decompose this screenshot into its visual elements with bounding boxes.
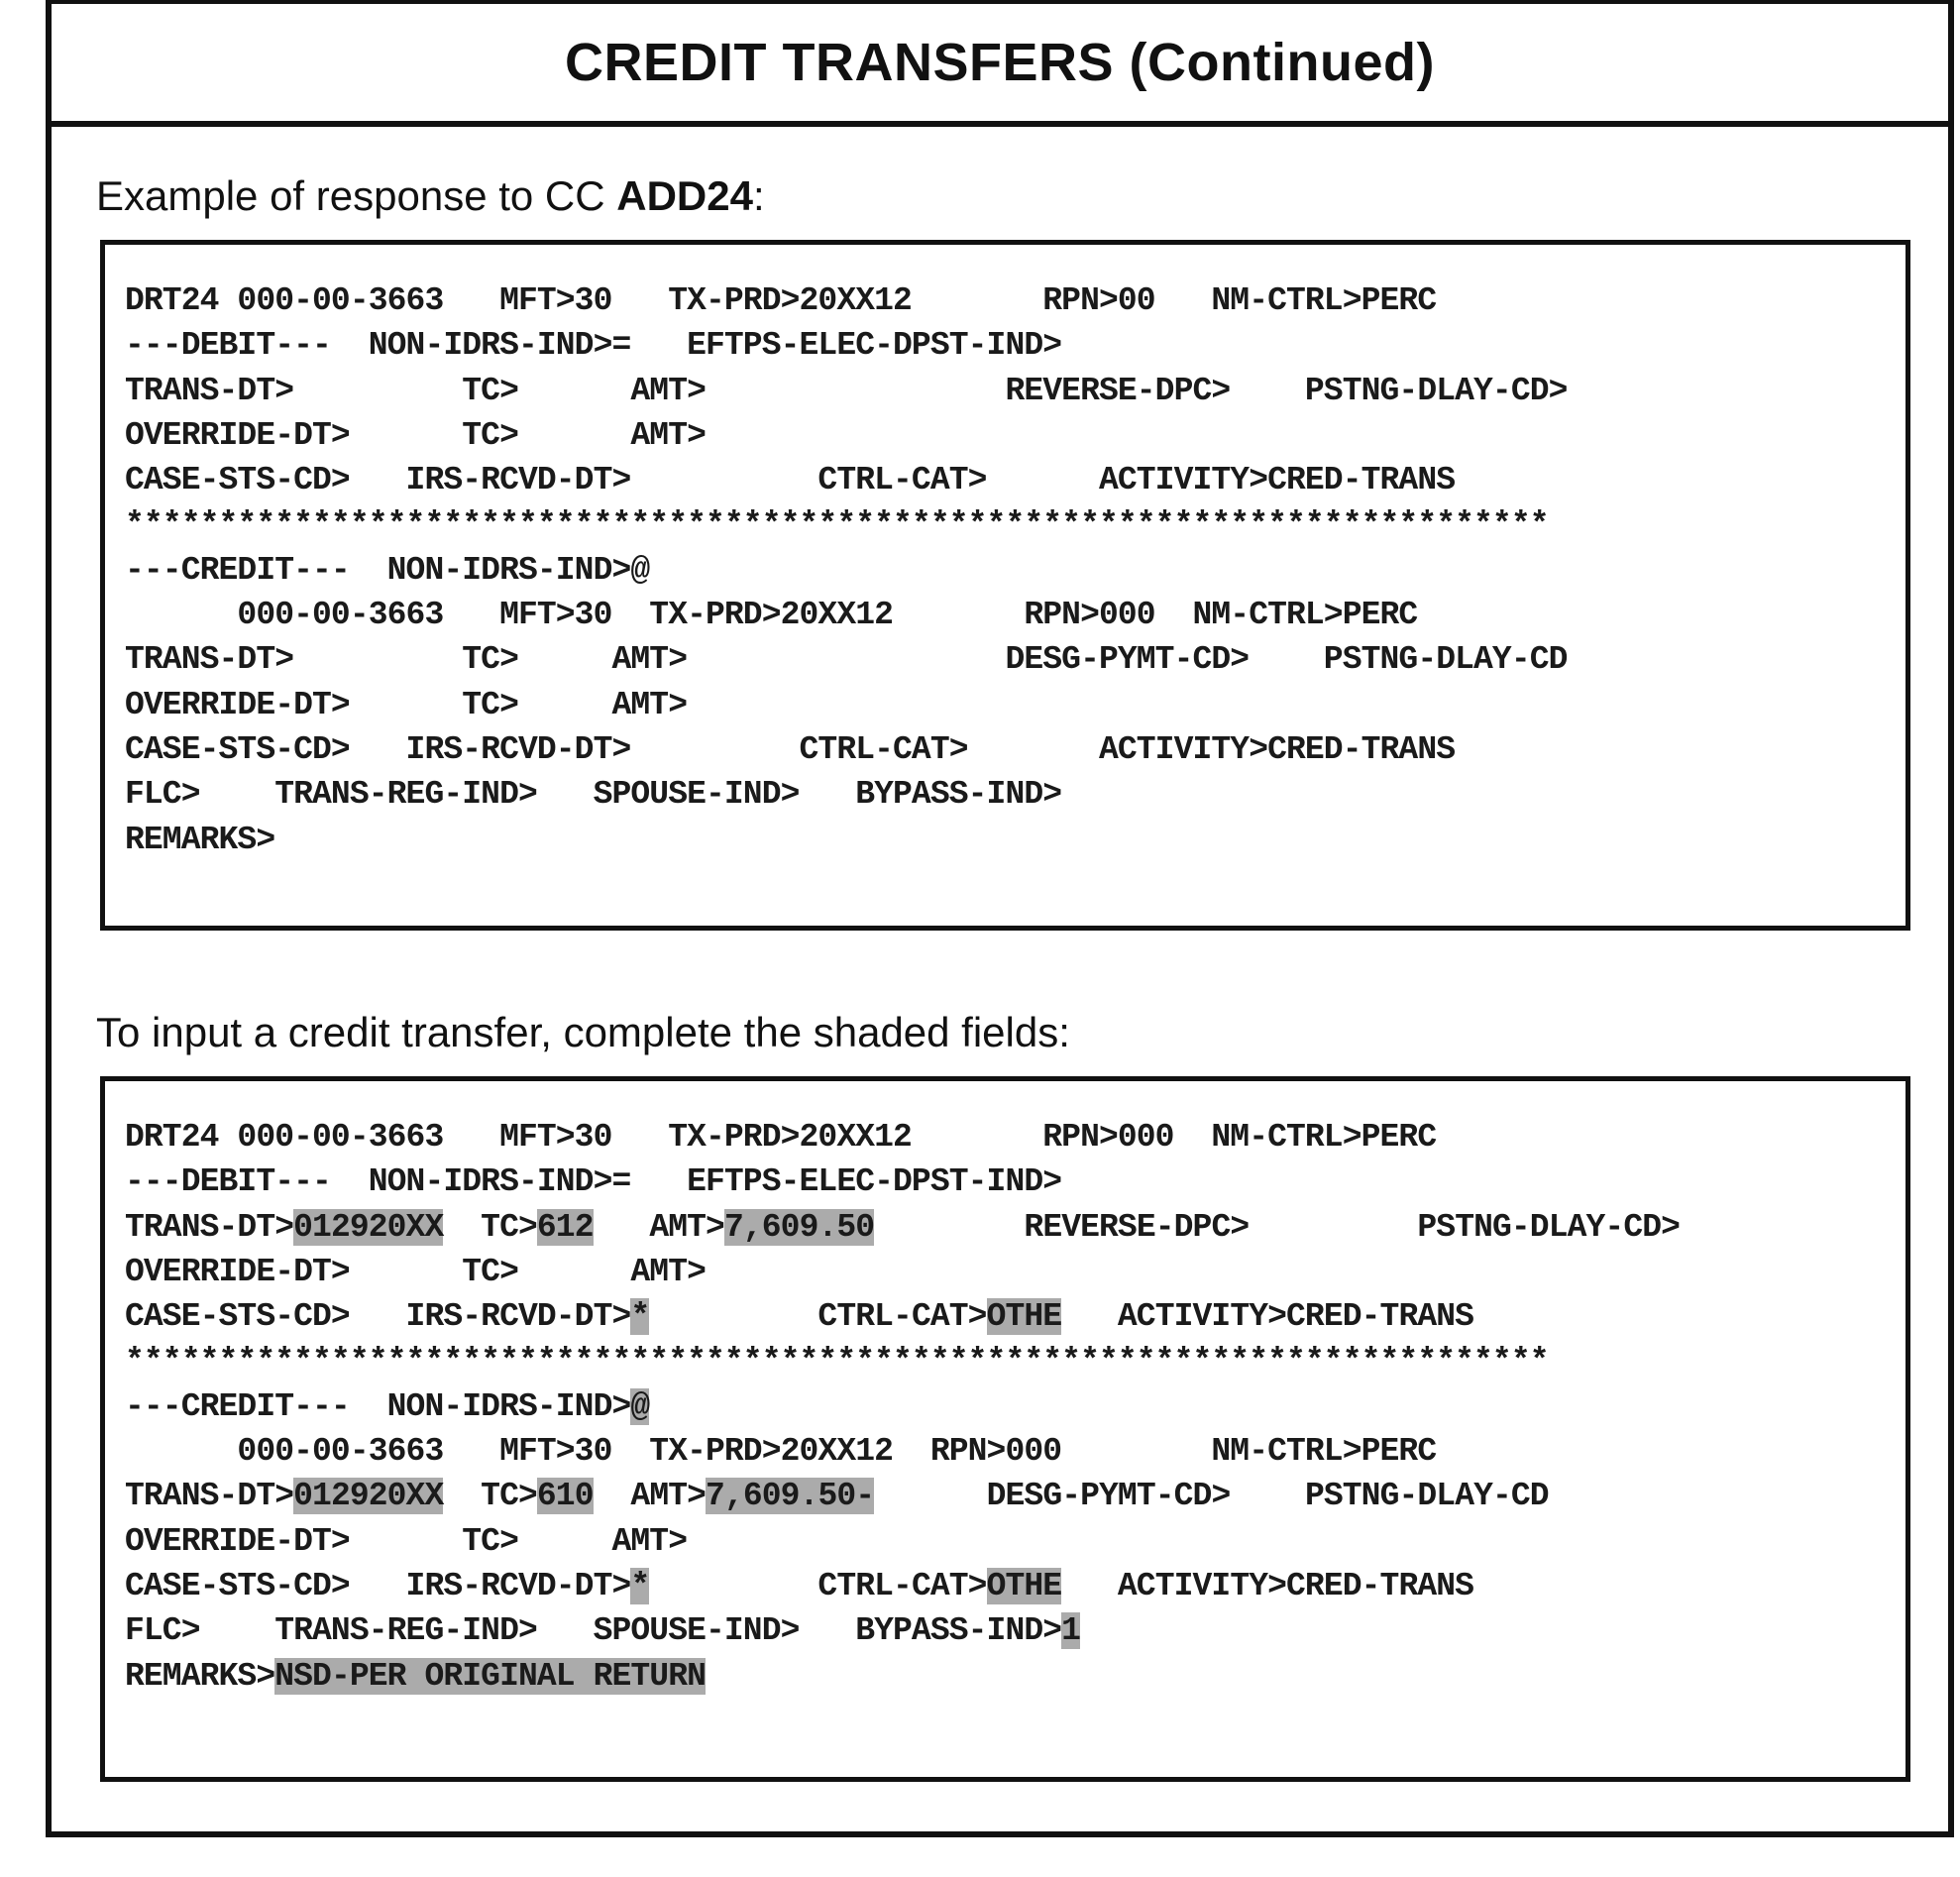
credit-trans-dt-field[interactable]: 012920XX <box>293 1478 444 1515</box>
label: TC> <box>443 1478 537 1515</box>
response-screen <box>100 240 1910 931</box>
debit-trans-dt-field[interactable]: 012920XX <box>293 1208 444 1246</box>
terminal-line: 000-00-3663 MFT>30 TX-PRD>20XX12 RPN>000 NM-CTRL>PERC <box>125 1433 1437 1471</box>
credit-non-idrs-ind-field[interactable]: @ <box>630 1387 650 1425</box>
label: REVERSE-DPC> PSTNG-DLAY-CD> <box>874 1208 1681 1246</box>
terminal-line: OVERRIDE-DT> TC> AMT> <box>125 416 707 454</box>
terminal-line: ---DEBIT--- NON-IDRS-IND>= EFTPS-ELEC-DPST-IND> <box>125 327 1062 365</box>
label: CASE-STS-CD> IRS-RCVD-DT> <box>125 1567 631 1604</box>
terminal-line: TRANS-DT> TC> AMT> REVERSE-DPC> PSTNG-DLAY-CD> <box>125 372 1568 409</box>
debit-ctrl-cat-field[interactable]: OTHE <box>986 1298 1062 1336</box>
remarks-field[interactable]: NSD-PER ORIGINAL RETURN <box>274 1657 707 1695</box>
label: TC> <box>443 1208 537 1246</box>
terminal-line <box>125 1294 1680 1339</box>
terminal-line: DRT24 000-00-3663 MFT>30 TX-PRD>20XX12 RPN>00 NM-CTRL>PERC <box>125 282 1437 319</box>
page-header <box>52 4 1948 127</box>
label: AMT> <box>593 1208 724 1246</box>
terminal-line: REMARKS> <box>125 821 275 858</box>
debit-amt-field[interactable]: 7,609.50 <box>723 1208 875 1246</box>
label: ---CREDIT--- NON-IDRS-IND> <box>125 1387 631 1425</box>
label: AMT> <box>593 1478 707 1515</box>
input-terminal <box>125 1115 1680 1699</box>
terminal-line: FLC> TRANS-REG-IND> SPOUSE-IND> BYPASS-IND> <box>125 776 1062 814</box>
command-code: ADD24 <box>616 172 753 219</box>
terminal-line: CASE-STS-CD> IRS-RCVD-DT> CTRL-CAT> ACTIVITY>CRED-TRANS <box>125 730 1456 768</box>
credit-irs-rcvd-dt-field[interactable]: * <box>630 1567 650 1604</box>
input-caption: To input a credit transfer, complete the shaded fields: <box>96 1009 1070 1055</box>
terminal-line <box>125 1384 1680 1429</box>
label: CTRL-CAT> <box>649 1298 987 1336</box>
terminal-line: TRANS-DT> TC> AMT> DESG-PYMT-CD> PSTNG-DLAY-CD <box>125 641 1568 679</box>
credit-amt-field[interactable]: 7,609.50- <box>706 1478 875 1515</box>
label: REMARKS> <box>125 1657 275 1695</box>
terminal-line <box>125 1205 1680 1250</box>
terminal-separator: **************************************************************************** <box>125 1343 1549 1380</box>
terminal-line: DRT24 000-00-3663 MFT>30 TX-PRD>20XX12 RPN>000 NM-CTRL>PERC <box>125 1119 1437 1156</box>
terminal-line <box>125 1474 1680 1518</box>
terminal-line: OVERRIDE-DT> TC> AMT> <box>125 1253 707 1290</box>
terminal-line: ---DEBIT--- NON-IDRS-IND>= EFTPS-ELEC-DPST-IND> <box>125 1163 1062 1201</box>
example-caption-prefix: Example of response to CC <box>96 172 617 219</box>
terminal-line: CASE-STS-CD> IRS-RCVD-DT> CTRL-CAT> ACTIVITY>CRED-TRANS <box>125 462 1456 499</box>
label: FLC> TRANS-REG-IND> SPOUSE-IND> BYPASS-IND> <box>125 1612 1062 1650</box>
terminal-line <box>125 1564 1680 1608</box>
terminal-line: **************************************************************************** <box>125 506 1549 544</box>
example-caption <box>96 172 765 220</box>
debit-irs-rcvd-dt-field[interactable]: * <box>630 1298 650 1336</box>
label: TRANS-DT> <box>125 1208 294 1246</box>
label: ACTIVITY>CRED-TRANS <box>1061 1567 1474 1604</box>
label: CTRL-CAT> <box>649 1567 987 1604</box>
credit-tc-field[interactable]: 610 <box>536 1478 594 1515</box>
terminal-line: OVERRIDE-DT> TC> AMT> <box>125 686 688 723</box>
terminal-line <box>125 1608 1680 1653</box>
bypass-ind-field[interactable]: 1 <box>1061 1612 1081 1650</box>
terminal-line: ---CREDIT--- NON-IDRS-IND>@ <box>125 551 650 589</box>
label: CASE-STS-CD> IRS-RCVD-DT> <box>125 1298 631 1336</box>
debit-tc-field[interactable]: 612 <box>536 1208 594 1246</box>
credit-ctrl-cat-field[interactable]: OTHE <box>986 1567 1062 1604</box>
label: TRANS-DT> <box>125 1478 294 1515</box>
label: DESG-PYMT-CD> PSTNG-DLAY-CD <box>874 1478 1549 1515</box>
label: ACTIVITY>CRED-TRANS <box>1061 1298 1474 1336</box>
page-title: CREDIT TRANSFERS (Continued) <box>565 33 1435 92</box>
terminal-line <box>125 1654 1680 1699</box>
input-screen <box>100 1076 1910 1782</box>
response-terminal <box>125 278 1568 862</box>
terminal-line: OVERRIDE-DT> TC> AMT> <box>125 1522 688 1560</box>
example-caption-suffix: : <box>752 172 765 219</box>
terminal-line: 000-00-3663 MFT>30 TX-PRD>20XX12 RPN>000 NM-CTRL>PERC <box>125 597 1418 634</box>
